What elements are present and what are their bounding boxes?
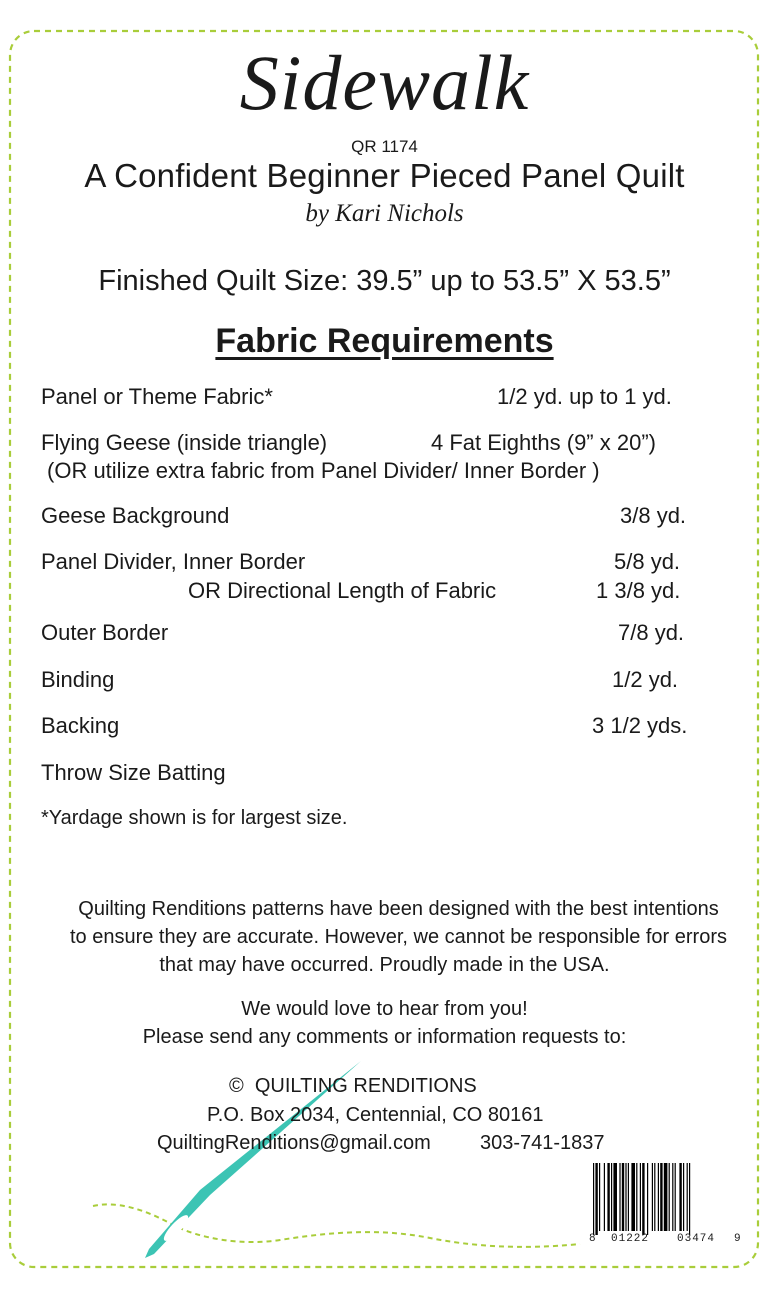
disclaimer-line-3: that may have occurred. Proudly made in the USA. (159, 954, 610, 976)
batting-label: Throw Size Batting (41, 760, 226, 785)
barcode-bar (687, 1163, 688, 1231)
contact-request: Please send any comments or information requests to: (142, 1026, 627, 1048)
directional-fabric-label: OR Directional Length of Fabric (188, 578, 497, 603)
barcode-bar (675, 1163, 676, 1231)
fabric-requirements-heading: Fabric Requirements (215, 322, 554, 360)
copyright-company (229, 1075, 477, 1098)
yardage-footnote: *Yardage shown is for largest size. (41, 807, 348, 829)
barcode-bar (660, 1163, 662, 1231)
barcode-bar (683, 1163, 684, 1231)
barcode-bar (654, 1163, 655, 1231)
barcode-bar (604, 1163, 605, 1231)
contact-email: QuiltingRenditions@gmail.com (157, 1132, 431, 1154)
barcode-bar (613, 1163, 617, 1231)
pattern-code: QR 1174 (351, 137, 418, 156)
barcode-bar (611, 1163, 612, 1231)
barcode-bars (587, 1163, 744, 1235)
barcode-bar (689, 1163, 690, 1235)
geese-background-amount: 3/8 yd. (620, 503, 687, 528)
panel-fabric-label: Panel or Theme Fabric* (41, 384, 273, 409)
barcode-bar (642, 1163, 644, 1235)
barcode-right-group: 03474 (677, 1233, 716, 1245)
barcode-bar (636, 1163, 637, 1231)
barcode-left-group: 01222 (611, 1233, 650, 1245)
company-name: QUILTING RENDITIONS (254, 1075, 477, 1097)
barcode-bar (652, 1163, 653, 1231)
geese-background-label: Geese Background (41, 503, 230, 528)
panel-divider-amount: 5/8 yd. (614, 549, 681, 574)
barcode-bar (647, 1163, 648, 1235)
author-credit: by Kari Nichols (305, 200, 464, 227)
barcode-bar (622, 1163, 624, 1231)
outer-border-amount: 7/8 yd. (618, 620, 685, 645)
pattern-subtitle: A Confident Beginner Pieced Panel Quilt (84, 157, 685, 194)
barcode-last-digit: 9 (734, 1233, 741, 1245)
directional-fabric-amount: 1 3/8 yd. (596, 578, 681, 603)
barcode-bar (619, 1163, 620, 1231)
barcode-bar (669, 1163, 670, 1231)
flying-geese-amount: 4 Fat Eighths (9” x 20”) (431, 430, 656, 455)
backing-amount: 3 1/2 yds. (592, 713, 688, 738)
contact-phone: 303-741-1837 (480, 1132, 605, 1154)
binding-amount: 1/2 yd. (612, 667, 679, 692)
barcode-bar (679, 1163, 681, 1231)
finished-quilt-size: Finished Quilt Size: 39.5” up to 53.5” X 53.5” (98, 265, 671, 297)
barcode-bar (593, 1163, 594, 1235)
disclaimer-line-1: Quilting Renditions patterns have been designed with the best intentions (78, 898, 719, 920)
binding-label: Binding (41, 667, 115, 692)
copyright-symbol: © (229, 1075, 244, 1097)
barcode-bar (658, 1163, 659, 1231)
barcode-bar (599, 1163, 600, 1231)
mailing-address: P.O. Box 2034, Centennial, CO 80161 (207, 1104, 544, 1126)
barcode-icon (587, 1163, 744, 1247)
panel-fabric-amount: 1/2 yd. up to 1 yd. (497, 384, 672, 409)
barcode-bar (664, 1163, 668, 1231)
disclaimer-line-2: to ensure they are accurate. However, we cannot be responsible for errors (69, 926, 727, 948)
barcode-bar (631, 1163, 635, 1231)
backing-label: Backing (41, 713, 120, 738)
panel-divider-label: Panel Divider, Inner Border (41, 549, 306, 574)
barcode-bar (640, 1163, 641, 1231)
barcode-bar (595, 1163, 597, 1235)
flying-geese-note: (OR utilize extra fabric from Panel Divider/ Inner Border ) (47, 458, 600, 483)
barcode-bar (625, 1163, 626, 1231)
contact-intro: We would love to hear from you! (241, 998, 528, 1020)
barcode-first-digit: 8 (589, 1233, 596, 1245)
barcode-bar (607, 1163, 609, 1231)
barcode-bar (672, 1163, 673, 1231)
flying-geese-label: Flying Geese (inside triangle) (41, 430, 328, 455)
barcode-bar (628, 1163, 629, 1231)
pattern-title: Sidewalk (239, 39, 530, 126)
outer-border-label: Outer Border (41, 620, 169, 645)
